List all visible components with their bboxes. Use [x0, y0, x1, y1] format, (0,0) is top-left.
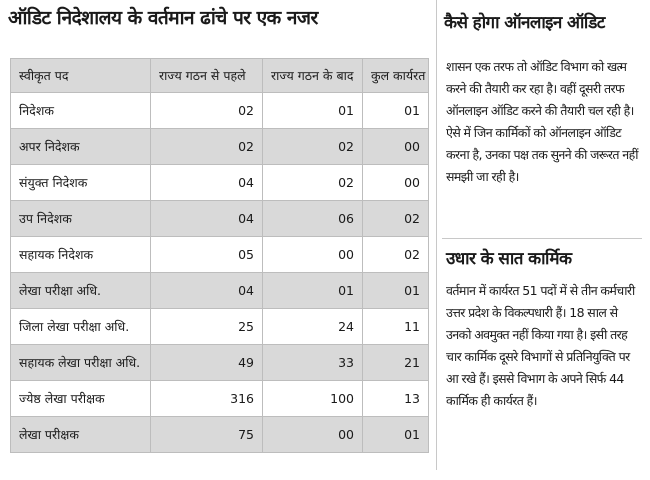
post-name: सहायक निदेशक: [11, 237, 151, 273]
table-header-row: [11, 59, 429, 93]
table-row: [11, 273, 429, 309]
post-name: अपर निदेशक: [11, 129, 151, 165]
table-row: [11, 345, 429, 381]
table-row: [11, 93, 429, 129]
after-count: 100: [263, 381, 363, 417]
header-after-state: राज्य गठन के बाद: [263, 59, 363, 93]
working-count: 11: [363, 309, 429, 345]
before-count: 316: [151, 381, 263, 417]
working-count: 02: [363, 237, 429, 273]
before-count: 75: [151, 417, 263, 453]
post-name: ज्येष्ठ लेखा परीक्षक: [11, 381, 151, 417]
table-row: [11, 417, 429, 453]
working-count: 00: [363, 165, 429, 201]
sidebar-articles: [442, 0, 642, 470]
after-count: 01: [263, 93, 363, 129]
header-post: स्वीकृत पद: [11, 59, 151, 93]
article-text-online-audit: शासन एक तरफ तो ऑडिट विभाग को खत्म करने की तैयारी कर रहा है। वहीं दूसरी तरफ ऑनलाइन ऑडिट करने की तैयारी चल रही है। ऐसे में जिन कार्मिकों को ऑनलाइन ऑडिट करना है, उनका पक्ष तक सुनने की जरूरत नहीं समझी जा रही है।: [446, 59, 638, 184]
table-title: ऑडिट निदेशालय के वर्तमान ढांचे पर एक नजर: [8, 7, 318, 29]
staffing-table: [10, 58, 429, 453]
working-count: 00: [363, 129, 429, 165]
working-count: 01: [363, 273, 429, 309]
after-count: 00: [263, 237, 363, 273]
article-heading-borrowed-staff: उधार के सात कार्मिक: [446, 249, 572, 269]
post-name: सहायक लेखा परीक्षा अधि.: [11, 345, 151, 381]
before-count: 05: [151, 237, 263, 273]
working-count: 02: [363, 201, 429, 237]
after-count: 24: [263, 309, 363, 345]
after-count: 06: [263, 201, 363, 237]
post-name: लेखा परीक्षक: [11, 417, 151, 453]
article-heading-online-audit: कैसे होगा ऑनलाइन ऑडिट: [444, 13, 605, 33]
before-count: 02: [151, 129, 263, 165]
before-count: 04: [151, 273, 263, 309]
article-text-borrowed-staff: वर्तमान में कार्यरत 51 पदों में से तीन कर्मचारी उत्तर प्रदेश के विकल्पधारी हैं। 18 साल से उनको अवमुक्त नहीं किया गया है। इसी तरह चार कार्मिक दूसरे विभागों से प्रतिनियुक्ति पर आ रखे हैं। इससे विभाग के अपने सिर्फ 44 कार्मिक ही कार्यरत हैं।: [446, 283, 635, 408]
working-count: 13: [363, 381, 429, 417]
post-name: उप निदेशक: [11, 201, 151, 237]
before-count: 04: [151, 201, 263, 237]
post-name: लेखा परीक्षा अधि.: [11, 273, 151, 309]
after-count: 01: [263, 273, 363, 309]
table-row: [11, 309, 429, 345]
before-count: 02: [151, 93, 263, 129]
after-count: 33: [263, 345, 363, 381]
header-before-state: राज्य गठन से पहले: [151, 59, 263, 93]
table-row: [11, 381, 429, 417]
working-count: 21: [363, 345, 429, 381]
table-row: [11, 201, 429, 237]
staffing-table-section: [6, 0, 434, 470]
header-total-working: कुल कार्यरत: [363, 59, 429, 93]
table-row: [11, 237, 429, 273]
before-count: 49: [151, 345, 263, 381]
before-count: 04: [151, 165, 263, 201]
working-count: 01: [363, 93, 429, 129]
post-name: निदेशक: [11, 93, 151, 129]
after-count: 02: [263, 165, 363, 201]
column-divider: [436, 0, 437, 470]
post-name: जिला लेखा परीक्षा अधि.: [11, 309, 151, 345]
after-count: 00: [263, 417, 363, 453]
table-row: [11, 165, 429, 201]
after-count: 02: [263, 129, 363, 165]
section-divider: [442, 238, 642, 239]
before-count: 25: [151, 309, 263, 345]
table-row: [11, 129, 429, 165]
post-name: संयुक्त निदेशक: [11, 165, 151, 201]
working-count: 01: [363, 417, 429, 453]
